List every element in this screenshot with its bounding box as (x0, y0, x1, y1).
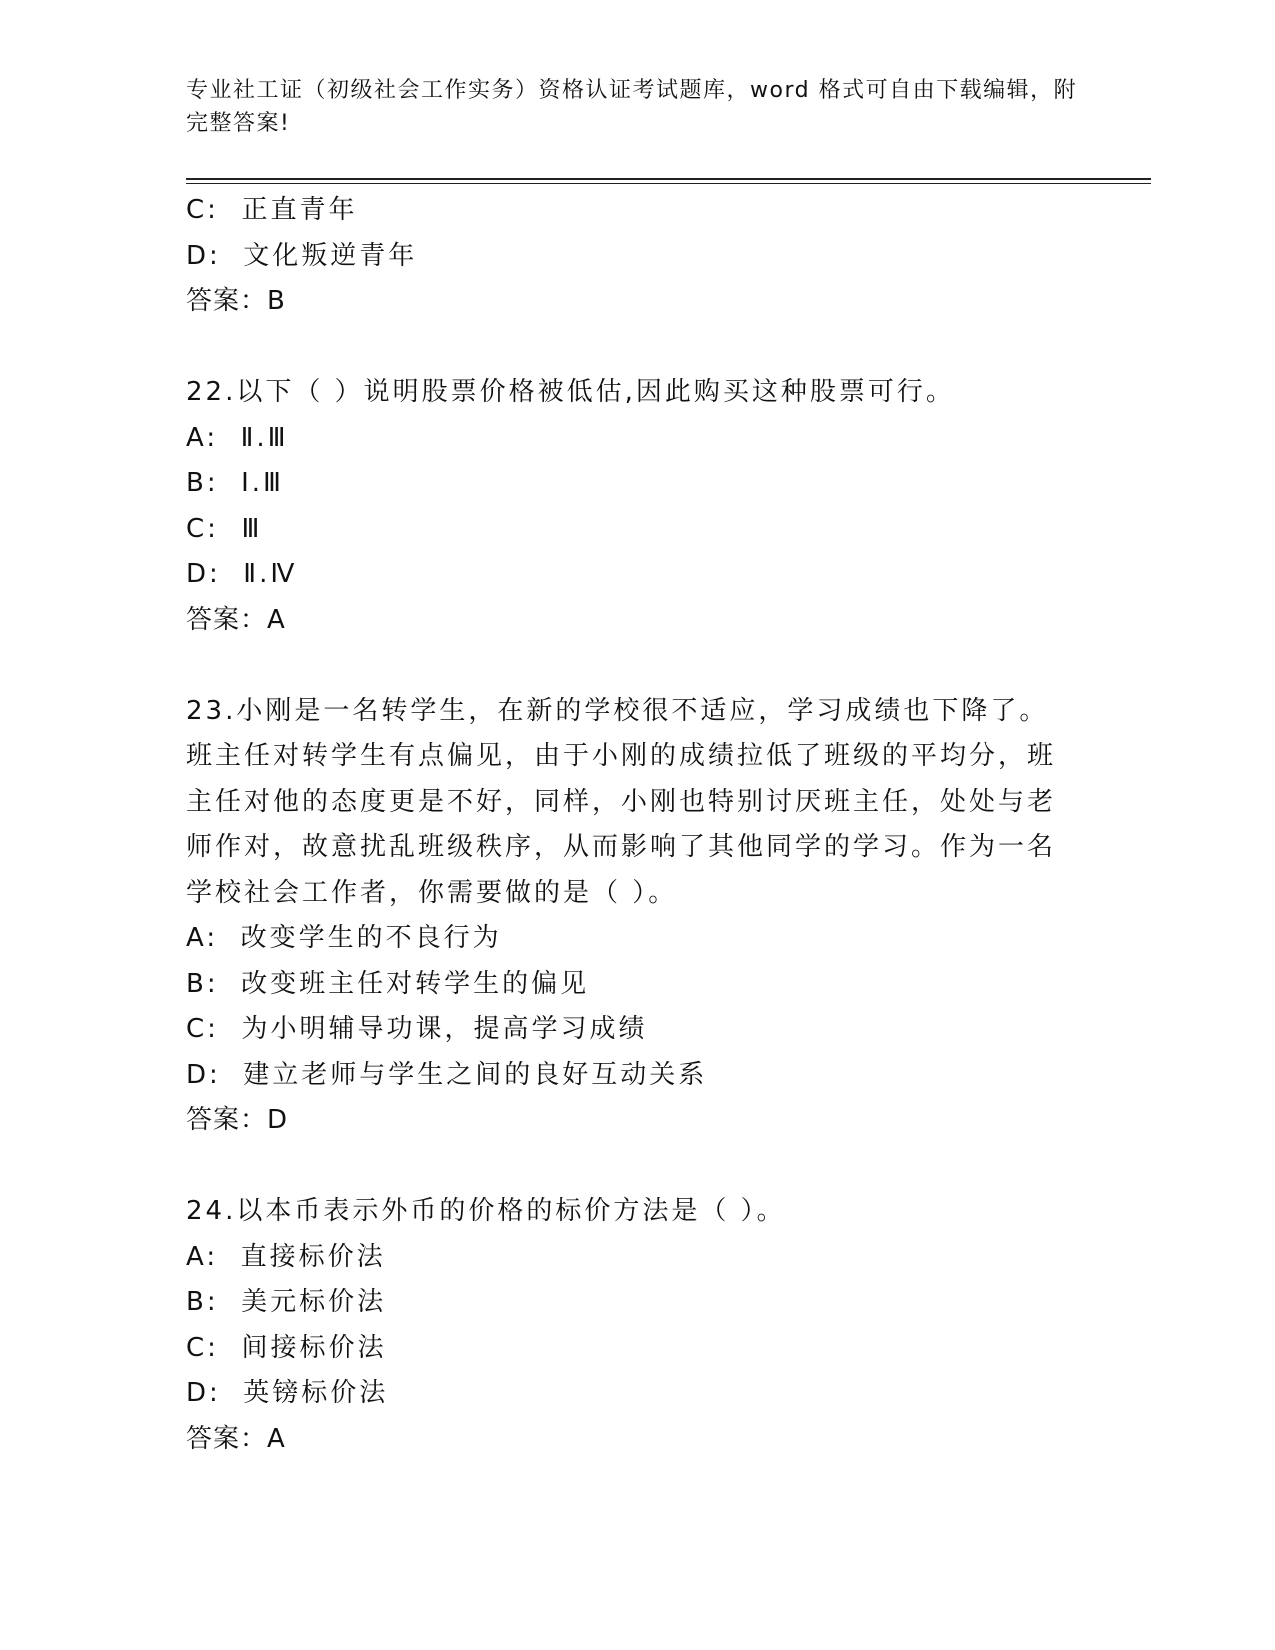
question-24 (186, 1189, 1086, 1462)
answer: 答案：B (186, 286, 286, 316)
page-header: 专业社工证（初级社会工作实务）资格认证考试题库，word 格式可自由下载编辑，附完整答案! (186, 78, 1078, 136)
option-d: D: 英镑标价法 (186, 1378, 389, 1408)
header-rule-thick (186, 178, 1151, 180)
spacer (186, 325, 1086, 371)
option-c: C: 为小明辅导功课，提高学习成绩 (186, 1014, 648, 1044)
option-a: A: 直接标价法 (186, 1241, 386, 1272)
question-stem: 24.以本币表示外币的价格的标价方法是（ ）。 (186, 1196, 786, 1226)
answer: 答案：A (186, 604, 286, 635)
option-a: A: Ⅱ.Ⅲ (186, 422, 289, 453)
question-list (186, 188, 1086, 1462)
option-b: B: 改变班主任对转学生的偏见 (186, 968, 590, 999)
spacer (186, 1144, 1086, 1190)
question-21-tail (186, 188, 1086, 325)
option-c: C: Ⅲ (186, 513, 263, 544)
answer: 答案：D (186, 1105, 289, 1135)
question-23 (186, 689, 1086, 1144)
option-b: B: 美元标价法 (186, 1287, 387, 1317)
question-22 (186, 370, 1086, 643)
option-d: D: 建立老师与学生之间的良好互动关系 (186, 1059, 708, 1090)
option-a: A: 改变学生的不良行为 (186, 923, 502, 953)
option-c: C: 间接标价法 (186, 1332, 387, 1363)
question-stem: 22.以下（ ）说明股票价格被低估,因此购买这种股票可行。 (186, 377, 955, 407)
option-d: D: Ⅱ.Ⅳ (186, 559, 298, 589)
option-b: B: Ⅰ.Ⅲ (186, 468, 284, 498)
option-c: C: 正直青年 (186, 195, 358, 225)
spacer (186, 643, 1086, 689)
answer: 答案：A (186, 1423, 286, 1454)
question-stem: 23.小刚是一名转学生，在新的学校很不适应，学习成绩也下降了。班主任对转学生有点偏见，由于小刚的成绩拉低了班级的平均分，班主任对他的态度更是不好，同样，小刚也特别讨厌班主任，处处与老师作对，故意扰乱班级秩序，从而影响了其他同学的学习。作为一名学校社会工作者，你需要做的是（ ）。 (186, 695, 1057, 908)
header-rule-thin (186, 183, 1151, 184)
option-d: D: 文化叛逆青年 (186, 240, 418, 271)
